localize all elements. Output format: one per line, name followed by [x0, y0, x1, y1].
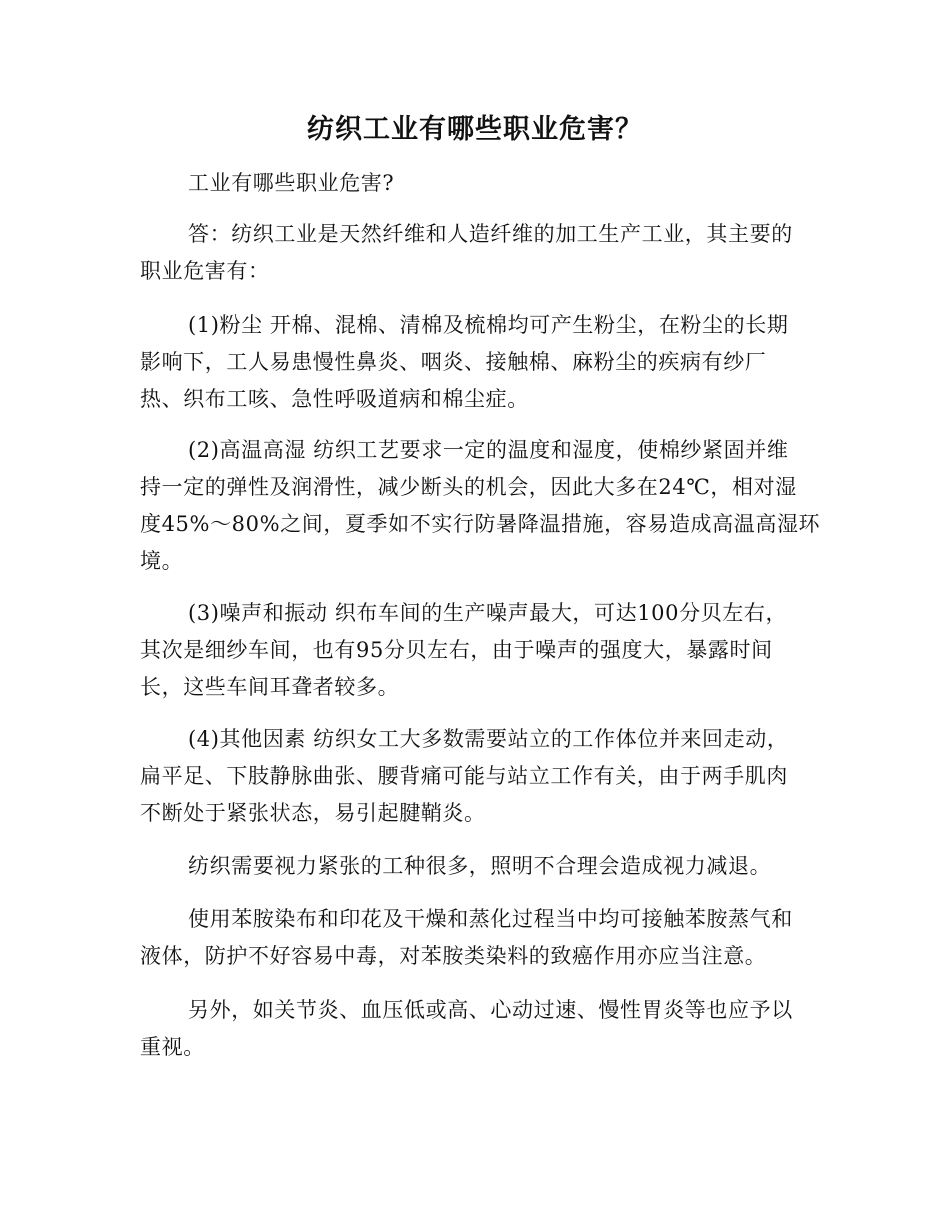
paragraph-line: 工业有哪些职业危害?	[188, 171, 395, 195]
paragraph-2	[140, 216, 810, 290]
paragraph-8	[140, 901, 810, 975]
paragraph-7	[140, 848, 810, 885]
paragraph-line: 影响下，工人易患慢性鼻炎、咽炎、接触棉、麻粉尘的疾病有纱厂	[140, 350, 767, 374]
paragraph-line: 境。	[140, 549, 184, 573]
paragraph-line: 度45%～80%之间，夏季如不实行防暑降温措施，容易造成高温高湿环	[140, 512, 821, 536]
paragraph-line: 重视。	[140, 1035, 205, 1059]
paragraph-line: 持一定的弹性及润滑性，减少断头的机会，因此大多在24℃，相对湿	[140, 475, 797, 499]
paragraph-6	[140, 721, 810, 832]
paragraph-line: (4)其他因素 纺织女工大多数需要站立的工作体位并来回走动，	[188, 727, 789, 751]
paragraph-line: 扁平足、下肢静脉曲张、腰背痛可能与站立工作有关，由于两手肌肉	[140, 764, 788, 788]
paragraph-line: (1)粉尘 开棉、混棉、清棉及梳棉均可产生粉尘，在粉尘的长期	[188, 313, 789, 337]
paragraph-line: 不断处于紧张状态，易引起腱鞘炎。	[140, 801, 486, 825]
paragraph-line: 另外，如关节炎、血压低或高、心动过速、慢性胃炎等也应予以	[188, 998, 793, 1022]
paragraph-line: 答：纺织工业是天然纤维和人造纤维的加工生产工业，其主要的	[188, 222, 793, 246]
paragraph-line: 使用苯胺染布和印花及干燥和蒸化过程当中均可接触苯胺蒸气和	[188, 907, 793, 931]
paragraph-9	[140, 992, 810, 1066]
paragraph-line: 热、织布工咳、急性呼吸道病和棉尘症。	[140, 387, 529, 411]
paragraph-5	[140, 595, 810, 706]
paragraph-line: 长，这些车间耳聋者较多。	[140, 675, 400, 699]
paragraph-1	[140, 165, 810, 202]
paragraph-line: 职业危害有：	[140, 259, 270, 283]
paragraph-line: (3)噪声和振动 织布车间的生产噪声最大，可达100分贝左右，	[188, 601, 788, 625]
document-title: 纺织工业有哪些职业危害？	[307, 114, 643, 145]
paragraph-3	[140, 307, 810, 418]
paragraph-4	[140, 432, 821, 580]
paragraph-line: (2)高温高湿 纺织工艺要求一定的温度和湿度，使棉纱紧固并维	[188, 438, 789, 462]
paragraph-line: 纺织需要视力紧张的工种很多，照明不合理会造成视力减退。	[188, 854, 772, 878]
paragraph-line: 其次是细纱车间，也有95分贝左右，由于噪声的强度大，暴露时间	[140, 638, 773, 662]
paragraph-line: 液体，防护不好容易中毒，对苯胺类染料的致癌作用亦应当注意。	[140, 944, 767, 968]
